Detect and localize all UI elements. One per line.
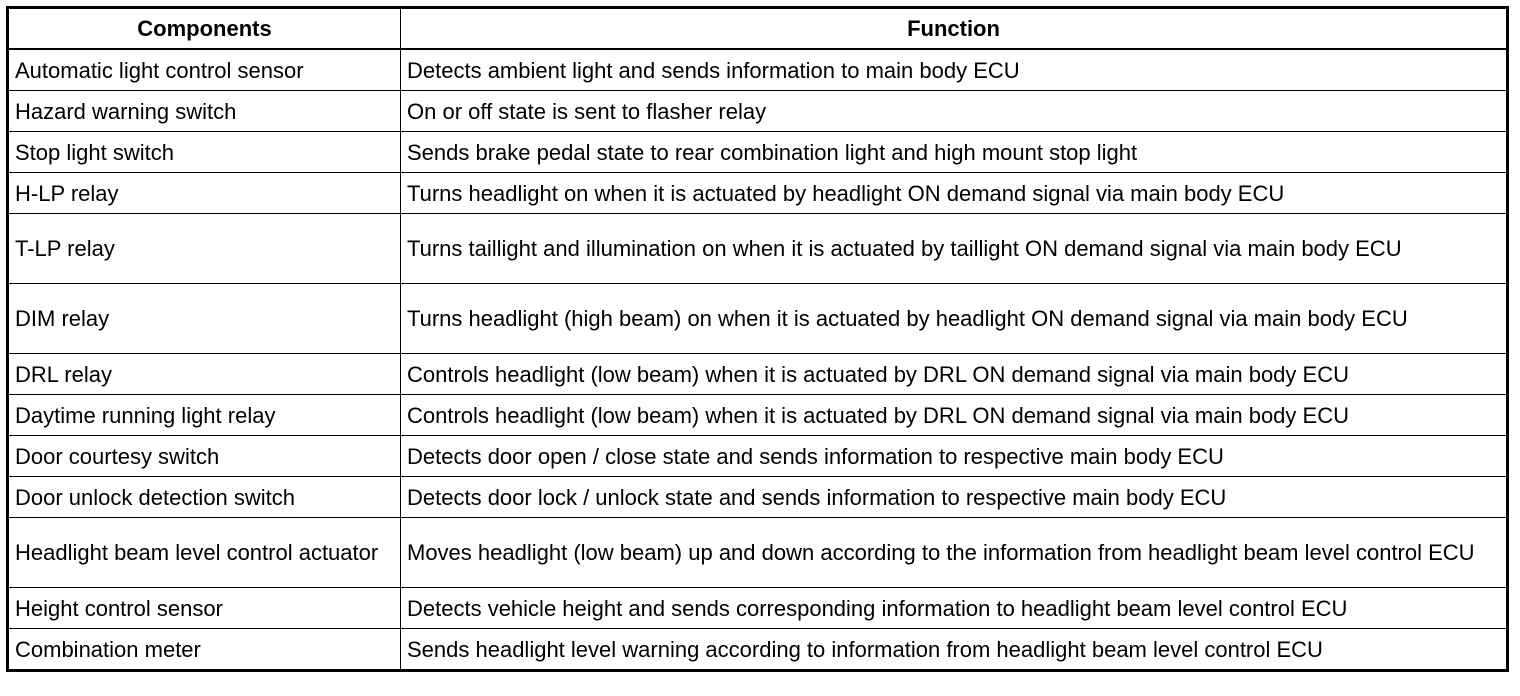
table-header-row: [8, 8, 1508, 50]
header-function: Function: [401, 8, 1508, 50]
component-cell: Combination meter: [8, 629, 401, 671]
table-row: [8, 49, 1508, 91]
function-cell: Turns taillight and illumination on when it is actuated by taillight ON demand signal via main body ECU: [401, 214, 1508, 284]
component-cell: Daytime running light relay: [8, 395, 401, 436]
function-cell: On or off state is sent to flasher relay: [401, 91, 1508, 132]
function-cell: Sends brake pedal state to rear combination light and high mount stop light: [401, 132, 1508, 173]
table-row: [8, 214, 1508, 284]
table-row: [8, 284, 1508, 354]
components-table-container: [6, 6, 1506, 672]
table-row: [8, 354, 1508, 395]
component-cell: H-LP relay: [8, 173, 401, 214]
function-cell: Controls headlight (low beam) when it is actuated by DRL ON demand signal via main body ECU: [401, 395, 1508, 436]
function-cell: Moves headlight (low beam) up and down according to the information from headlight beam level control ECU: [401, 518, 1508, 588]
table-row: [8, 91, 1508, 132]
function-cell: Detects door lock / unlock state and sends information to respective main body ECU: [401, 477, 1508, 518]
function-cell: Detects vehicle height and sends corresponding information to headlight beam level control ECU: [401, 588, 1508, 629]
header-components: Components: [8, 8, 401, 50]
component-cell: Stop light switch: [8, 132, 401, 173]
table-row: [8, 436, 1508, 477]
function-cell: Controls headlight (low beam) when it is actuated by DRL ON demand signal via main body ECU: [401, 354, 1508, 395]
function-cell: Turns headlight on when it is actuated by headlight ON demand signal via main body ECU: [401, 173, 1508, 214]
components-function-table: [6, 6, 1509, 672]
component-cell: DIM relay: [8, 284, 401, 354]
component-cell: Headlight beam level control actuator: [8, 518, 401, 588]
component-cell: Hazard warning switch: [8, 91, 401, 132]
component-cell: T-LP relay: [8, 214, 401, 284]
function-cell: Detects door open / close state and sends information to respective main body ECU: [401, 436, 1508, 477]
table-row: [8, 132, 1508, 173]
function-cell: Detects ambient light and sends information to main body ECU: [401, 49, 1508, 91]
component-cell: Automatic light control sensor: [8, 49, 401, 91]
table-row: [8, 588, 1508, 629]
function-cell: Sends headlight level warning according to information from headlight beam level control ECU: [401, 629, 1508, 671]
component-cell: DRL relay: [8, 354, 401, 395]
table-row: [8, 629, 1508, 671]
function-cell: Turns headlight (high beam) on when it is actuated by headlight ON demand signal via main body ECU: [401, 284, 1508, 354]
table-row: [8, 395, 1508, 436]
table-row: [8, 173, 1508, 214]
component-cell: Door unlock detection switch: [8, 477, 401, 518]
table-row: [8, 477, 1508, 518]
component-cell: Height control sensor: [8, 588, 401, 629]
table-row: [8, 518, 1508, 588]
component-cell: Door courtesy switch: [8, 436, 401, 477]
